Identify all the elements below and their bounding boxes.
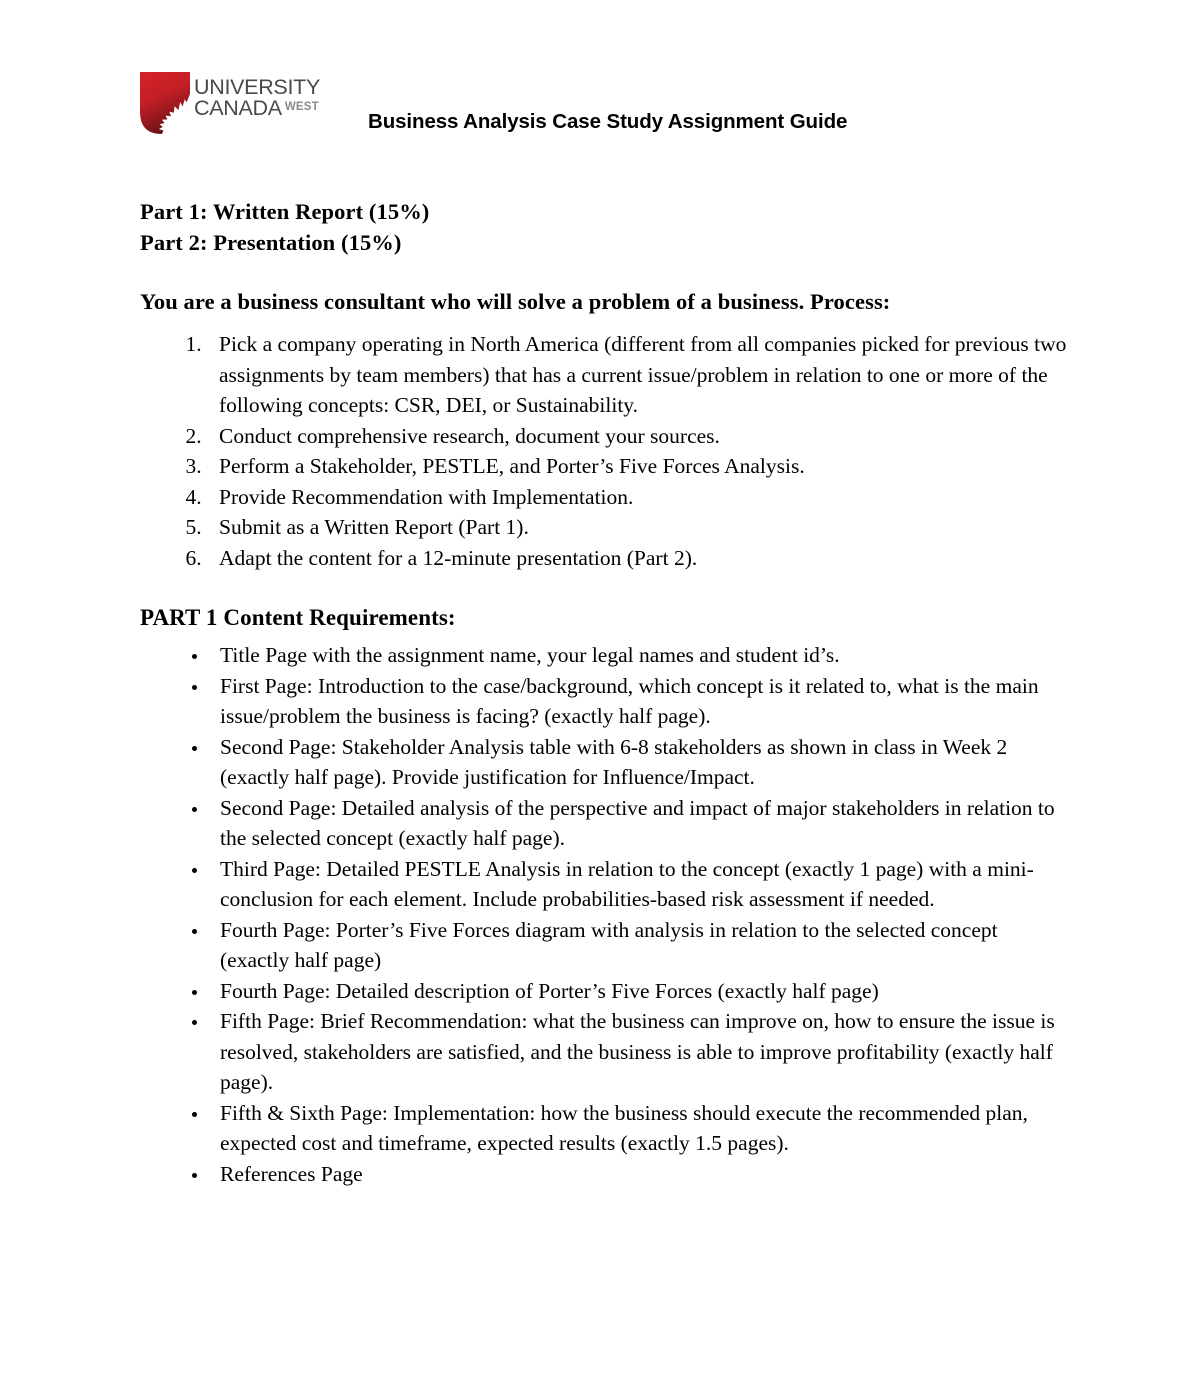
- university-logo: [140, 68, 350, 140]
- list-item: • First Page: Introduction to the case/background, which concept is it related to, what is the main issue/problem the business is facing? (exactly half page).: [209, 671, 1070, 732]
- list-item: • Title Page with the assignment name, your legal names and student id’s.: [209, 640, 1070, 671]
- logo-wordmark: [194, 77, 320, 119]
- document-body: [140, 196, 1070, 1189]
- part1-requirements-list: [140, 640, 1070, 1189]
- list-item: • Second Page: Detailed analysis of the perspective and impact of major stakeholders in relation to the selected concept (exactly half page).: [209, 793, 1070, 854]
- document-header: [140, 68, 1070, 146]
- list-item: • Fifth Page: Brief Recommendation: what the business can improve on, how to ensure the issue is resolved, stakeholders are satisfied, and the business is able to improve profitability (exactly half page).: [209, 1006, 1070, 1098]
- list-item: 1. Pick a company operating in North America (different from all companies picked for previous two assignments by team members) that has a current issue/problem in relation to one or more of the following concepts: CSR, DEI, or Sustainability.: [207, 329, 1070, 421]
- process-steps-list: [140, 329, 1070, 573]
- list-item: 6. Adapt the content for a 12-minute presentation (Part 2).: [207, 543, 1070, 574]
- page-title: Business Analysis Case Study Assignment Guide: [368, 110, 848, 133]
- logo-word-canada: CANADA: [194, 96, 282, 121]
- list-item: • Third Page: Detailed PESTLE Analysis in relation to the concept (exactly 1 page) with a mini-conclusion for each element. Include probabilities-based risk assessment if needed.: [209, 854, 1070, 915]
- part-1-line: Part 1: Written Report (15%): [140, 199, 430, 224]
- list-item: • Fifth & Sixth Page: Implementation: how the business should execute the recommended plan, expected cost and timeframe, expected results (exactly 1.5 pages).: [209, 1098, 1070, 1159]
- section-heading-part1-requirements: PART 1 Content Requirements:: [140, 605, 456, 630]
- list-item: 2. Conduct comprehensive research, document your sources.: [207, 421, 1070, 452]
- list-item: • Fourth Page: Porter’s Five Forces diagram with analysis in relation to the selected concept (exactly half page): [209, 915, 1070, 976]
- university-canada-west-shield-logo: [140, 72, 190, 134]
- logo-word-west: WEST: [284, 101, 319, 114]
- list-item: • References Page: [209, 1159, 1070, 1190]
- part-2-line: Part 2: Presentation (15%): [140, 230, 402, 255]
- list-item: • Second Page: Stakeholder Analysis table with 6-8 stakeholders as shown in class in Week 2 (exactly half page). Provide justification for Influence/Impact.: [209, 732, 1070, 793]
- intro-statement: You are a business consultant who will solve a problem of a business. Process:: [140, 289, 891, 314]
- list-item: 4. Provide Recommendation with Implementation.: [207, 482, 1070, 513]
- logo-line-canada-west: [194, 96, 320, 121]
- list-item: 3. Perform a Stakeholder, PESTLE, and Porter’s Five Forces Analysis.: [207, 451, 1070, 482]
- list-item: • Fourth Page: Detailed description of Porter’s Five Forces (exactly half page): [209, 976, 1070, 1007]
- list-item: 5. Submit as a Written Report (Part 1).: [207, 512, 1070, 543]
- logo-line-university: UNIVERSITY: [194, 75, 321, 99]
